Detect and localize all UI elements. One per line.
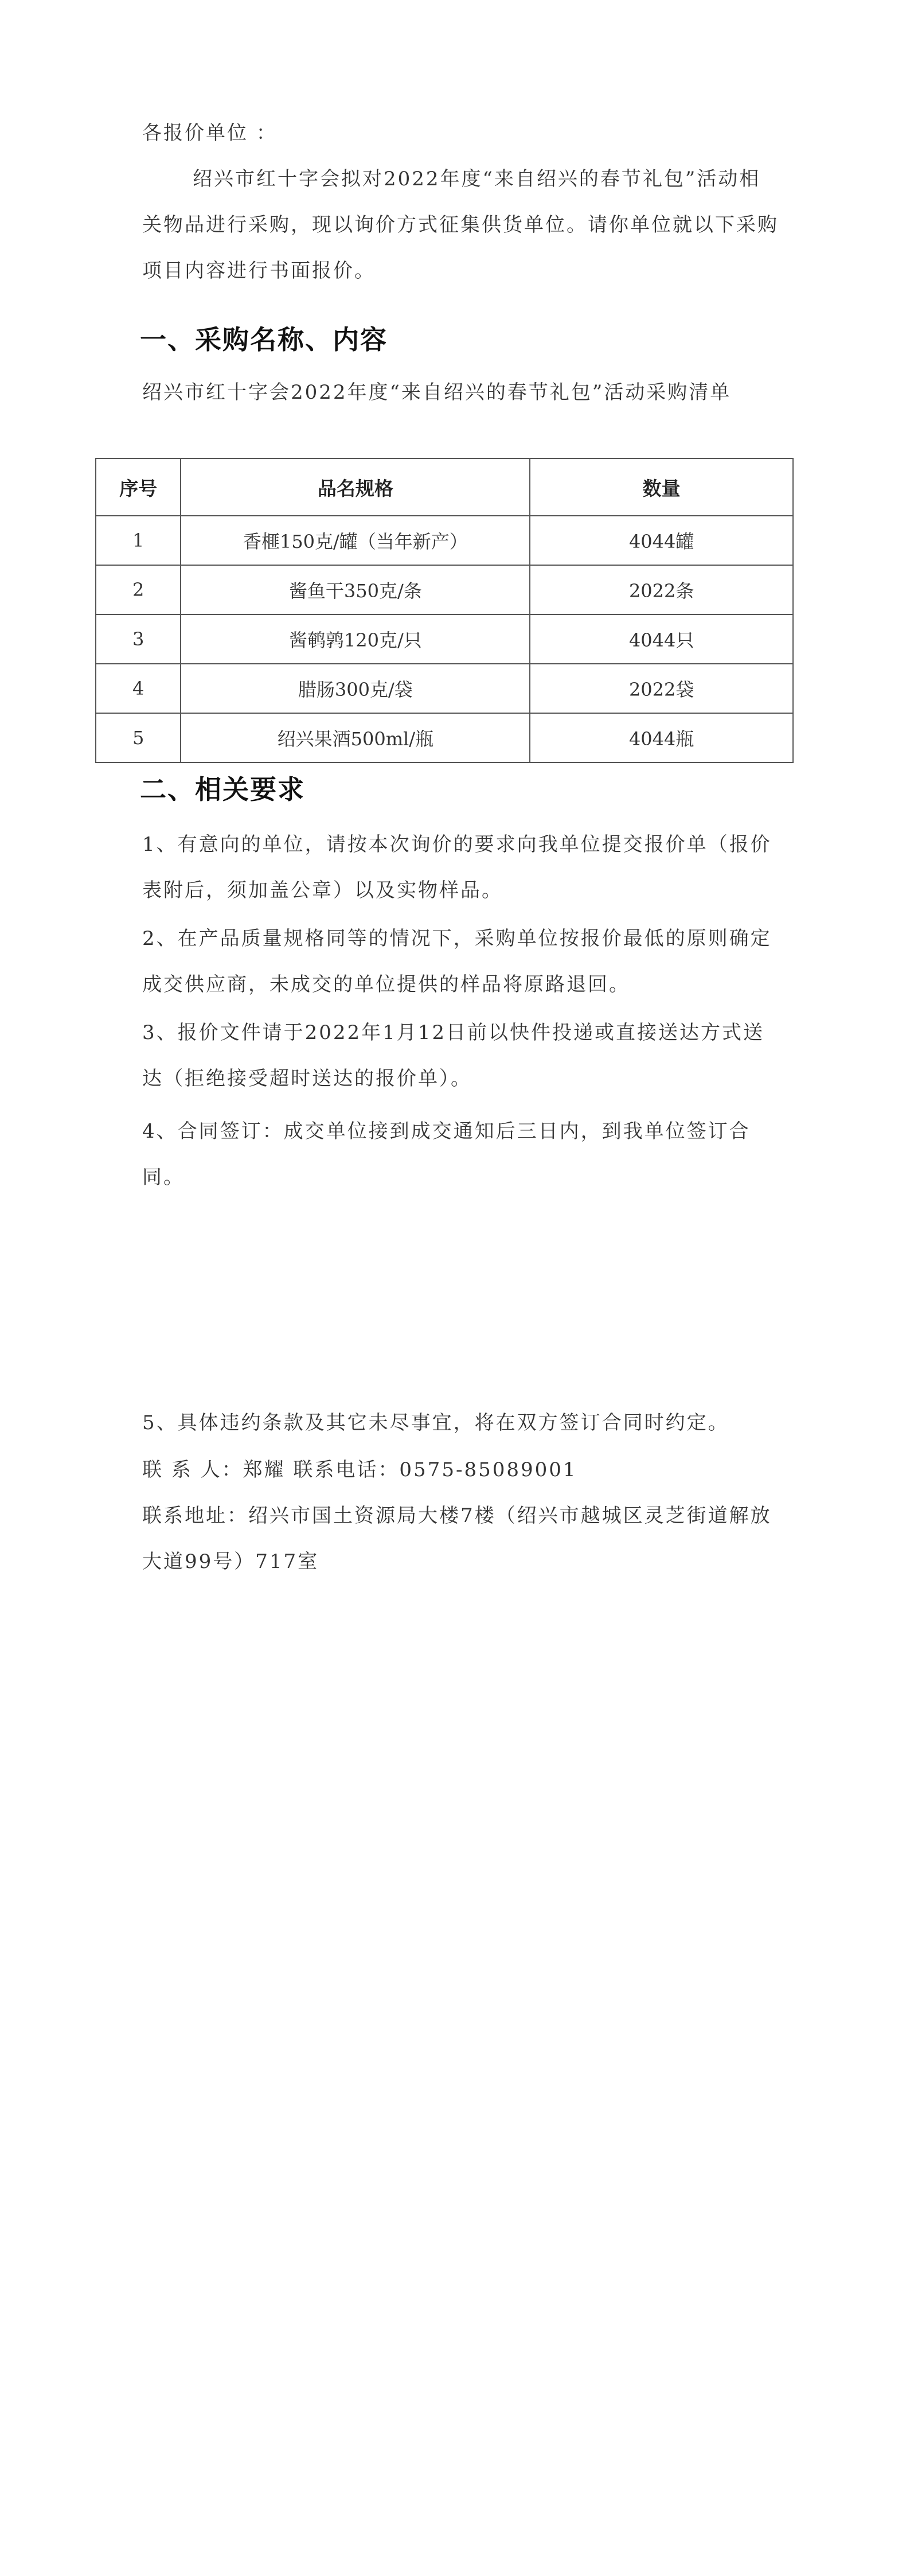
cell-item: 酱鱼干350克/条 [181,565,530,614]
table-row [96,713,793,762]
requirement-1: 1、有意向的单位，请按本次询价的要求向我单位提交报价单（报价表附后，须加盖公章）以及实物样品。 [142,833,772,902]
cell-qty: 2022条 [530,565,793,614]
cell-qty: 4044瓶 [530,713,793,762]
header-qty: 数量 [530,458,793,516]
intro-paragraph: 绍兴市红十字会拟对2022年度“来自绍兴的春节礼包”活动相关物品进行采购，现以询价方式征集供货单位。请你单位就以下采购项目内容进行书面报价。 [142,168,779,282]
contact-address: 联系地址：绍兴市国土资源局大楼7楼（绍兴市越城区灵芝街道解放大道99号）717室 [142,1504,772,1573]
greeting: 各报价单位 ： [142,122,278,145]
requirement-3: 3、报价文件请于2022年1月12日前以快件投递或直接送达方式送达（拒绝接受超时送达的报价单）。 [142,1021,765,1090]
cell-no: 2 [96,565,181,614]
cell-item: 绍兴果酒500ml/瓶 [181,713,530,762]
cell-qty: 4044只 [530,614,793,664]
cell-no: 5 [96,713,181,762]
cell-qty: 4044罐 [530,516,793,565]
procurement-table [95,458,794,763]
table-header-row [96,458,793,516]
cell-qty: 2022袋 [530,664,793,713]
requirement-4: 4、合同签订：成交单位接到成交通知后三日内，到我单位签订合同。 [142,1120,751,1189]
section2-heading: 二、相关要求 [140,774,305,805]
cell-item: 酱鹌鹑120克/只 [181,614,530,664]
contact-person: 联 系 人：郑耀 联系电话：0575-85089001 [142,1458,577,1481]
table-row [96,614,793,664]
table-row [96,664,793,713]
requirement-2: 2、在产品质量规格同等的情况下，采购单位按报价最低的原则确定成交供应商，未成交的单位提供的样品将原路退回。 [142,927,772,996]
header-no: 序号 [96,458,181,516]
cell-item: 腊肠300克/袋 [181,664,530,713]
requirement-5: 5、具体违约条款及其它未尽事宜，将在双方签订合同时约定。 [142,1411,729,1434]
table-row [96,565,793,614]
cell-no: 1 [96,516,181,565]
table-row [96,516,793,565]
cell-no: 3 [96,614,181,664]
table-caption: 绍兴市红十字会2022年度“来自绍兴的春节礼包”活动采购清单 [142,381,732,404]
cell-no: 4 [96,664,181,713]
section1-heading: 一、采购名称、内容 [140,324,388,355]
cell-item: 香榧150克/罐（当年新产） [181,516,530,565]
header-item: 品名规格 [181,458,530,516]
